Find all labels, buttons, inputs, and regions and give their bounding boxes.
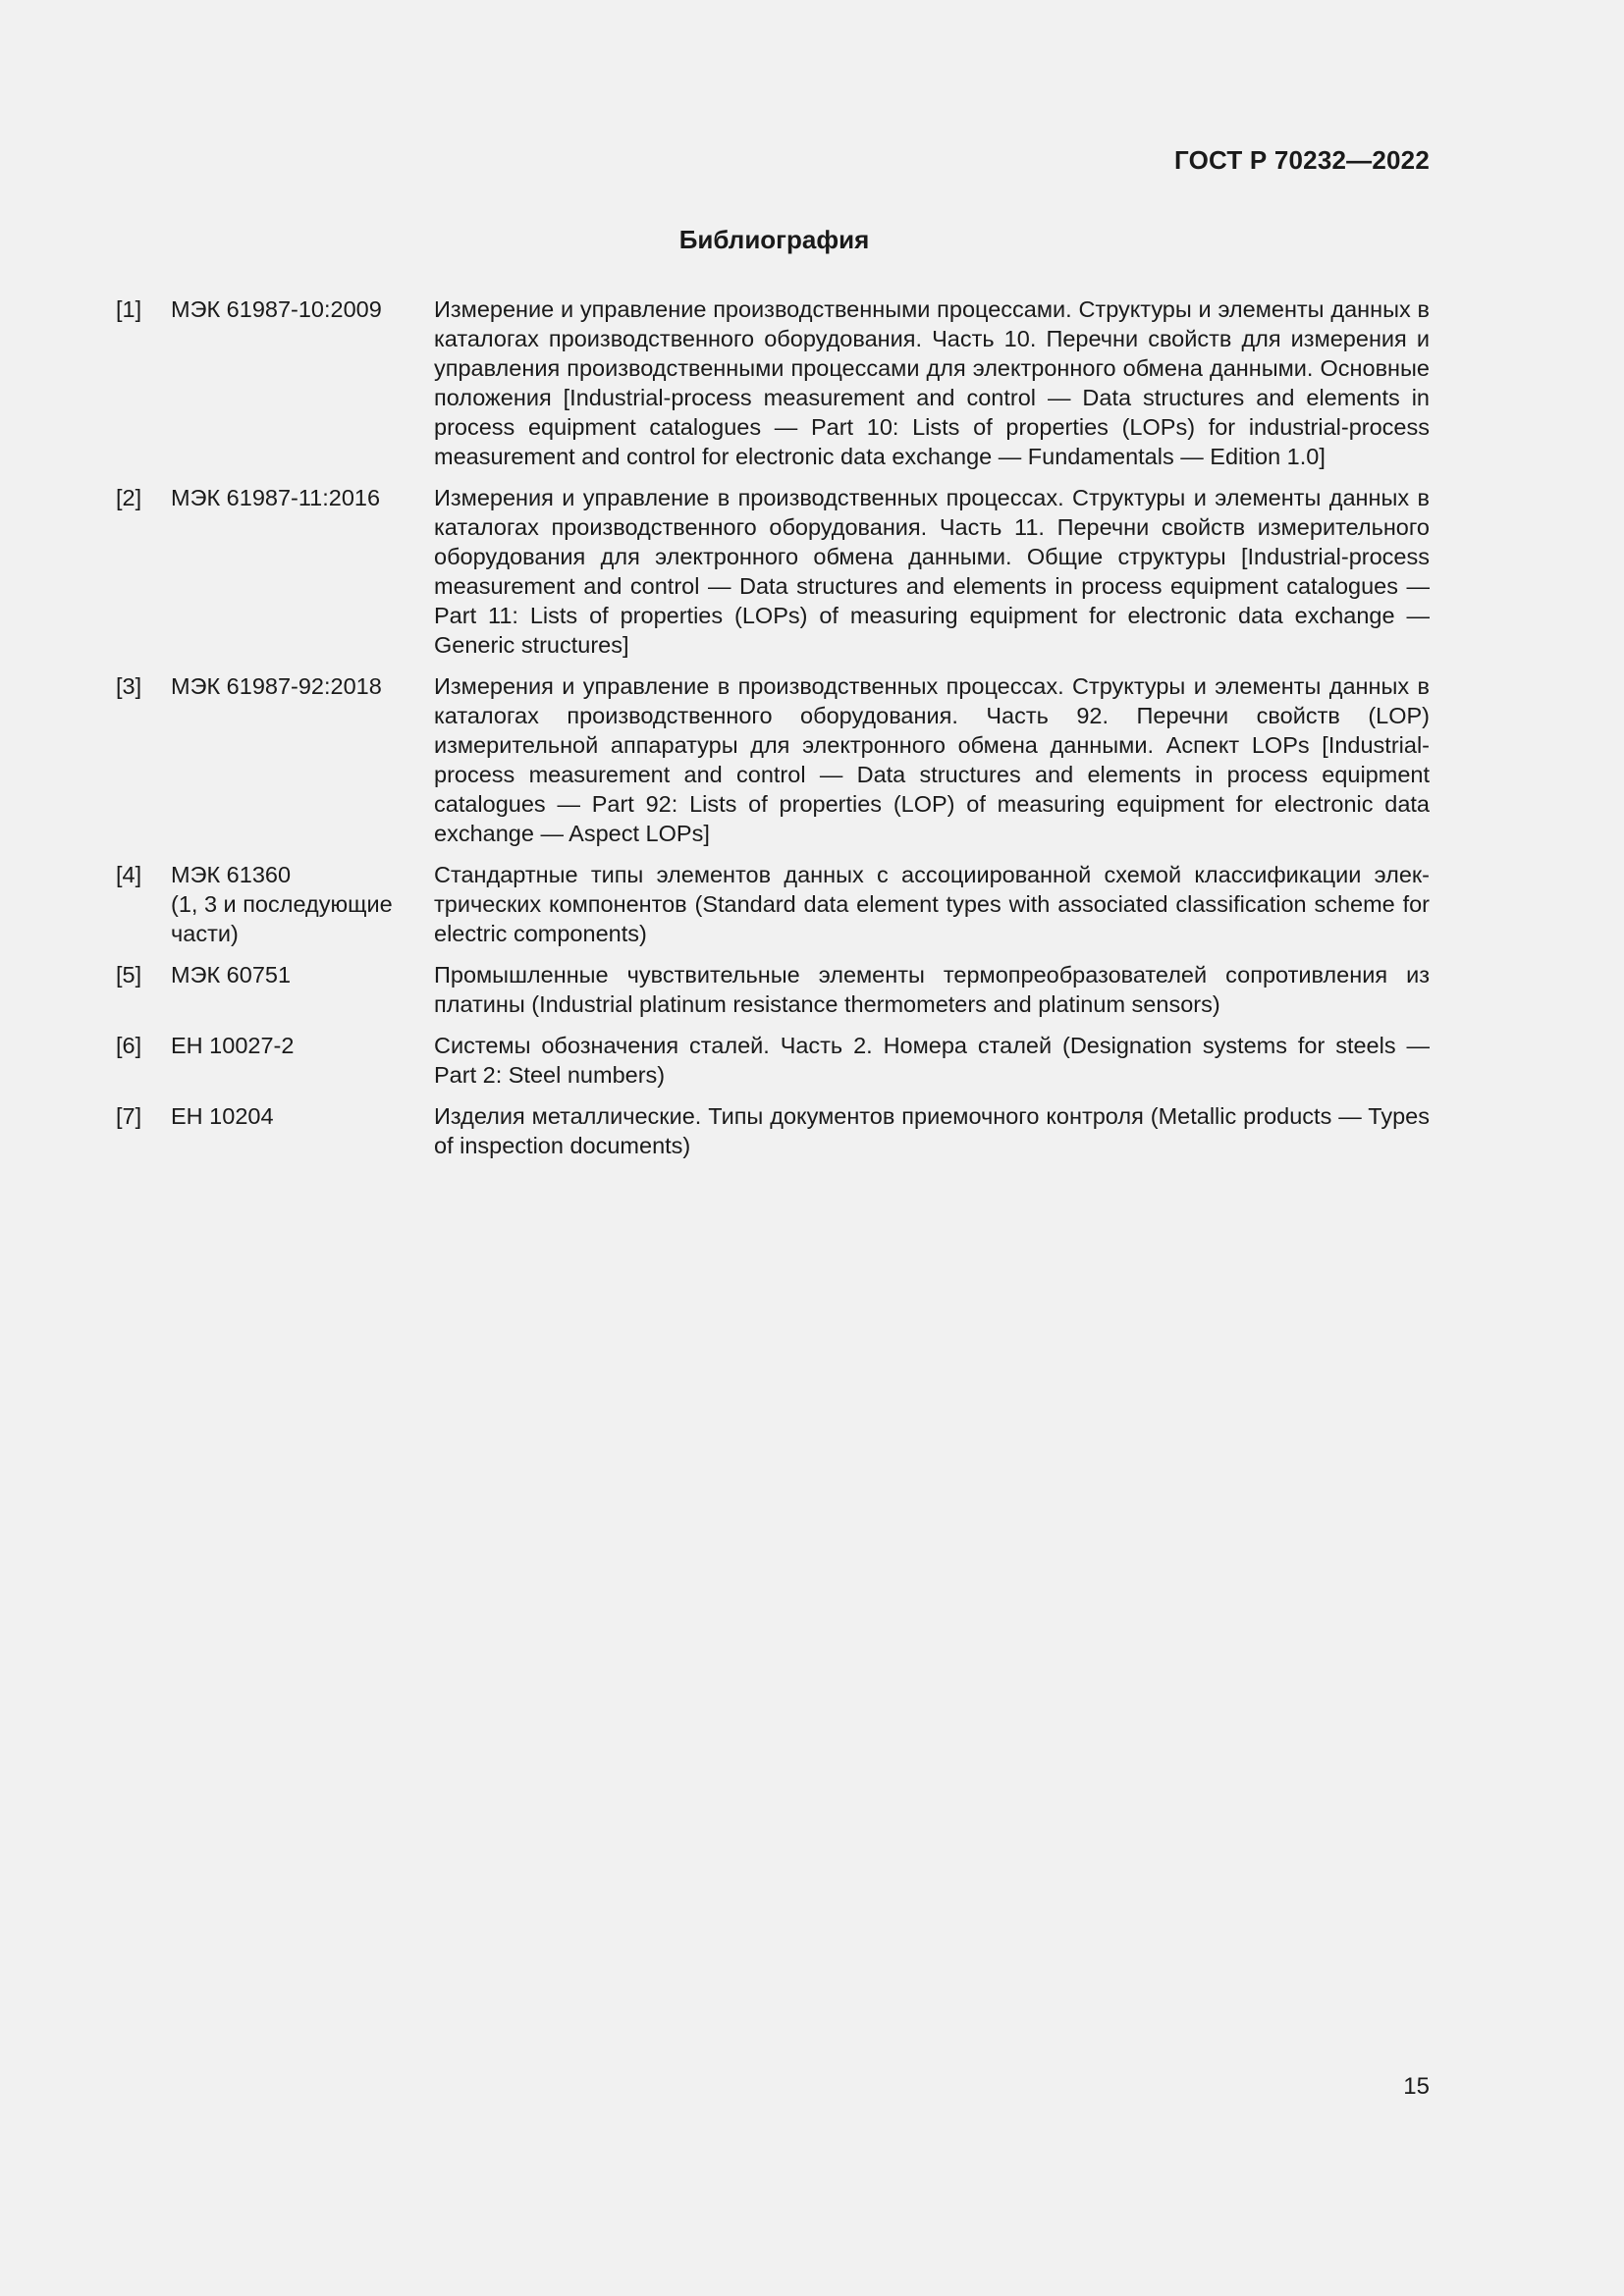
document-code: ГОСТ Р 70232—2022 bbox=[1174, 145, 1430, 175]
page-title: Библиография bbox=[678, 225, 870, 254]
entry-number: [5] bbox=[116, 962, 142, 988]
entry-description: Изделия металлические. Типы документов приемочного контроля (Metallic products — Types of inspection documents) bbox=[434, 1103, 1430, 1158]
bibliography-entry bbox=[116, 960, 1430, 1019]
entry-number: [7] bbox=[116, 1103, 142, 1129]
bibliography-entry bbox=[116, 860, 1430, 948]
entry-reference: МЭК 60751 bbox=[171, 962, 292, 988]
bibliography-entry bbox=[116, 1101, 1430, 1160]
bibliography-entry bbox=[116, 483, 1430, 660]
bibliography-entry bbox=[116, 671, 1430, 848]
bibliography-entry bbox=[116, 1031, 1430, 1090]
entry-number: [3] bbox=[116, 673, 142, 699]
entry-reference: МЭК 61987-92:2018 bbox=[171, 673, 382, 699]
entry-number: [2] bbox=[116, 485, 142, 510]
entry-description: Измерение и управление производственными процессами. Структуры и элементы данных в каталогах производственного оборудования. Часть 10. Перечни свойств для измерения и управления производственными процессами для электронного обмена данными. Основные положения [Industrial-process measurement and control — Data structures and elements in process equipment catalogues — Part 10: Lists of properties (LOPs) for industrial-process measurement and control for electronic data exchange — Fundamentals — Edition 1.0] bbox=[434, 296, 1430, 469]
entry-number: [4] bbox=[116, 862, 142, 887]
entry-reference: ЕН 10204 bbox=[171, 1103, 274, 1129]
entry-number: [1] bbox=[116, 296, 142, 322]
entry-number: [6] bbox=[116, 1033, 142, 1058]
entry-reference: МЭК 61987-10:2009 bbox=[171, 296, 382, 322]
entry-description: Стандартные типы элементов данных с ассоциированной схемой классификации электрических компонентов (Standard data element types with associated classification scheme for electric components) bbox=[434, 862, 1430, 946]
entry-reference: МЭК 61360 (1, 3 и последующие части) bbox=[171, 862, 393, 946]
entry-reference: ЕН 10027-2 bbox=[171, 1033, 295, 1058]
entry-description: Измерения и управление в производственных процессах. Структуры и элементы данных в каталогах производственного оборудования. Часть 92. Перечни свойств (LOP) измерительной аппаратуры для электронного обмена данными. Аспект LOPs [Industrial-process measurement and control — Data structures and elements in process equipment catalogues — Part 92: Lists of properties (LOP) of measuring equipment for electronic data exchange — Aspect LOPs] bbox=[434, 673, 1430, 846]
page-number: 15 bbox=[1403, 2073, 1430, 2100]
entry-description: Измерения и управление в производственных процессах. Структуры и элементы данных в каталогах производственного оборудования. Часть 11. Перечни свойств измерительного оборудования для электронного обмена данными. Общие структуры [Industrial-process measurement and control — Data structures and elements in process equipment catalogues — Part 11: Lists of properties (LOPs) of measuring equipment for electronic data exchange — Generic structures] bbox=[434, 485, 1430, 658]
entry-description: Системы обозначения сталей. Часть 2. Номера сталей (Designation systems for steels — Part 2: Steel numbers) bbox=[434, 1033, 1430, 1088]
bibliography-list bbox=[116, 294, 1430, 1172]
entry-description: Промышленные чувствительные элементы термопреобразователей сопротивления из платины (Industrial platinum resistance thermometers and platinum sensors) bbox=[434, 962, 1430, 1017]
bibliography-entry bbox=[116, 294, 1430, 471]
entry-reference: МЭК 61987-11:2016 bbox=[171, 485, 381, 510]
